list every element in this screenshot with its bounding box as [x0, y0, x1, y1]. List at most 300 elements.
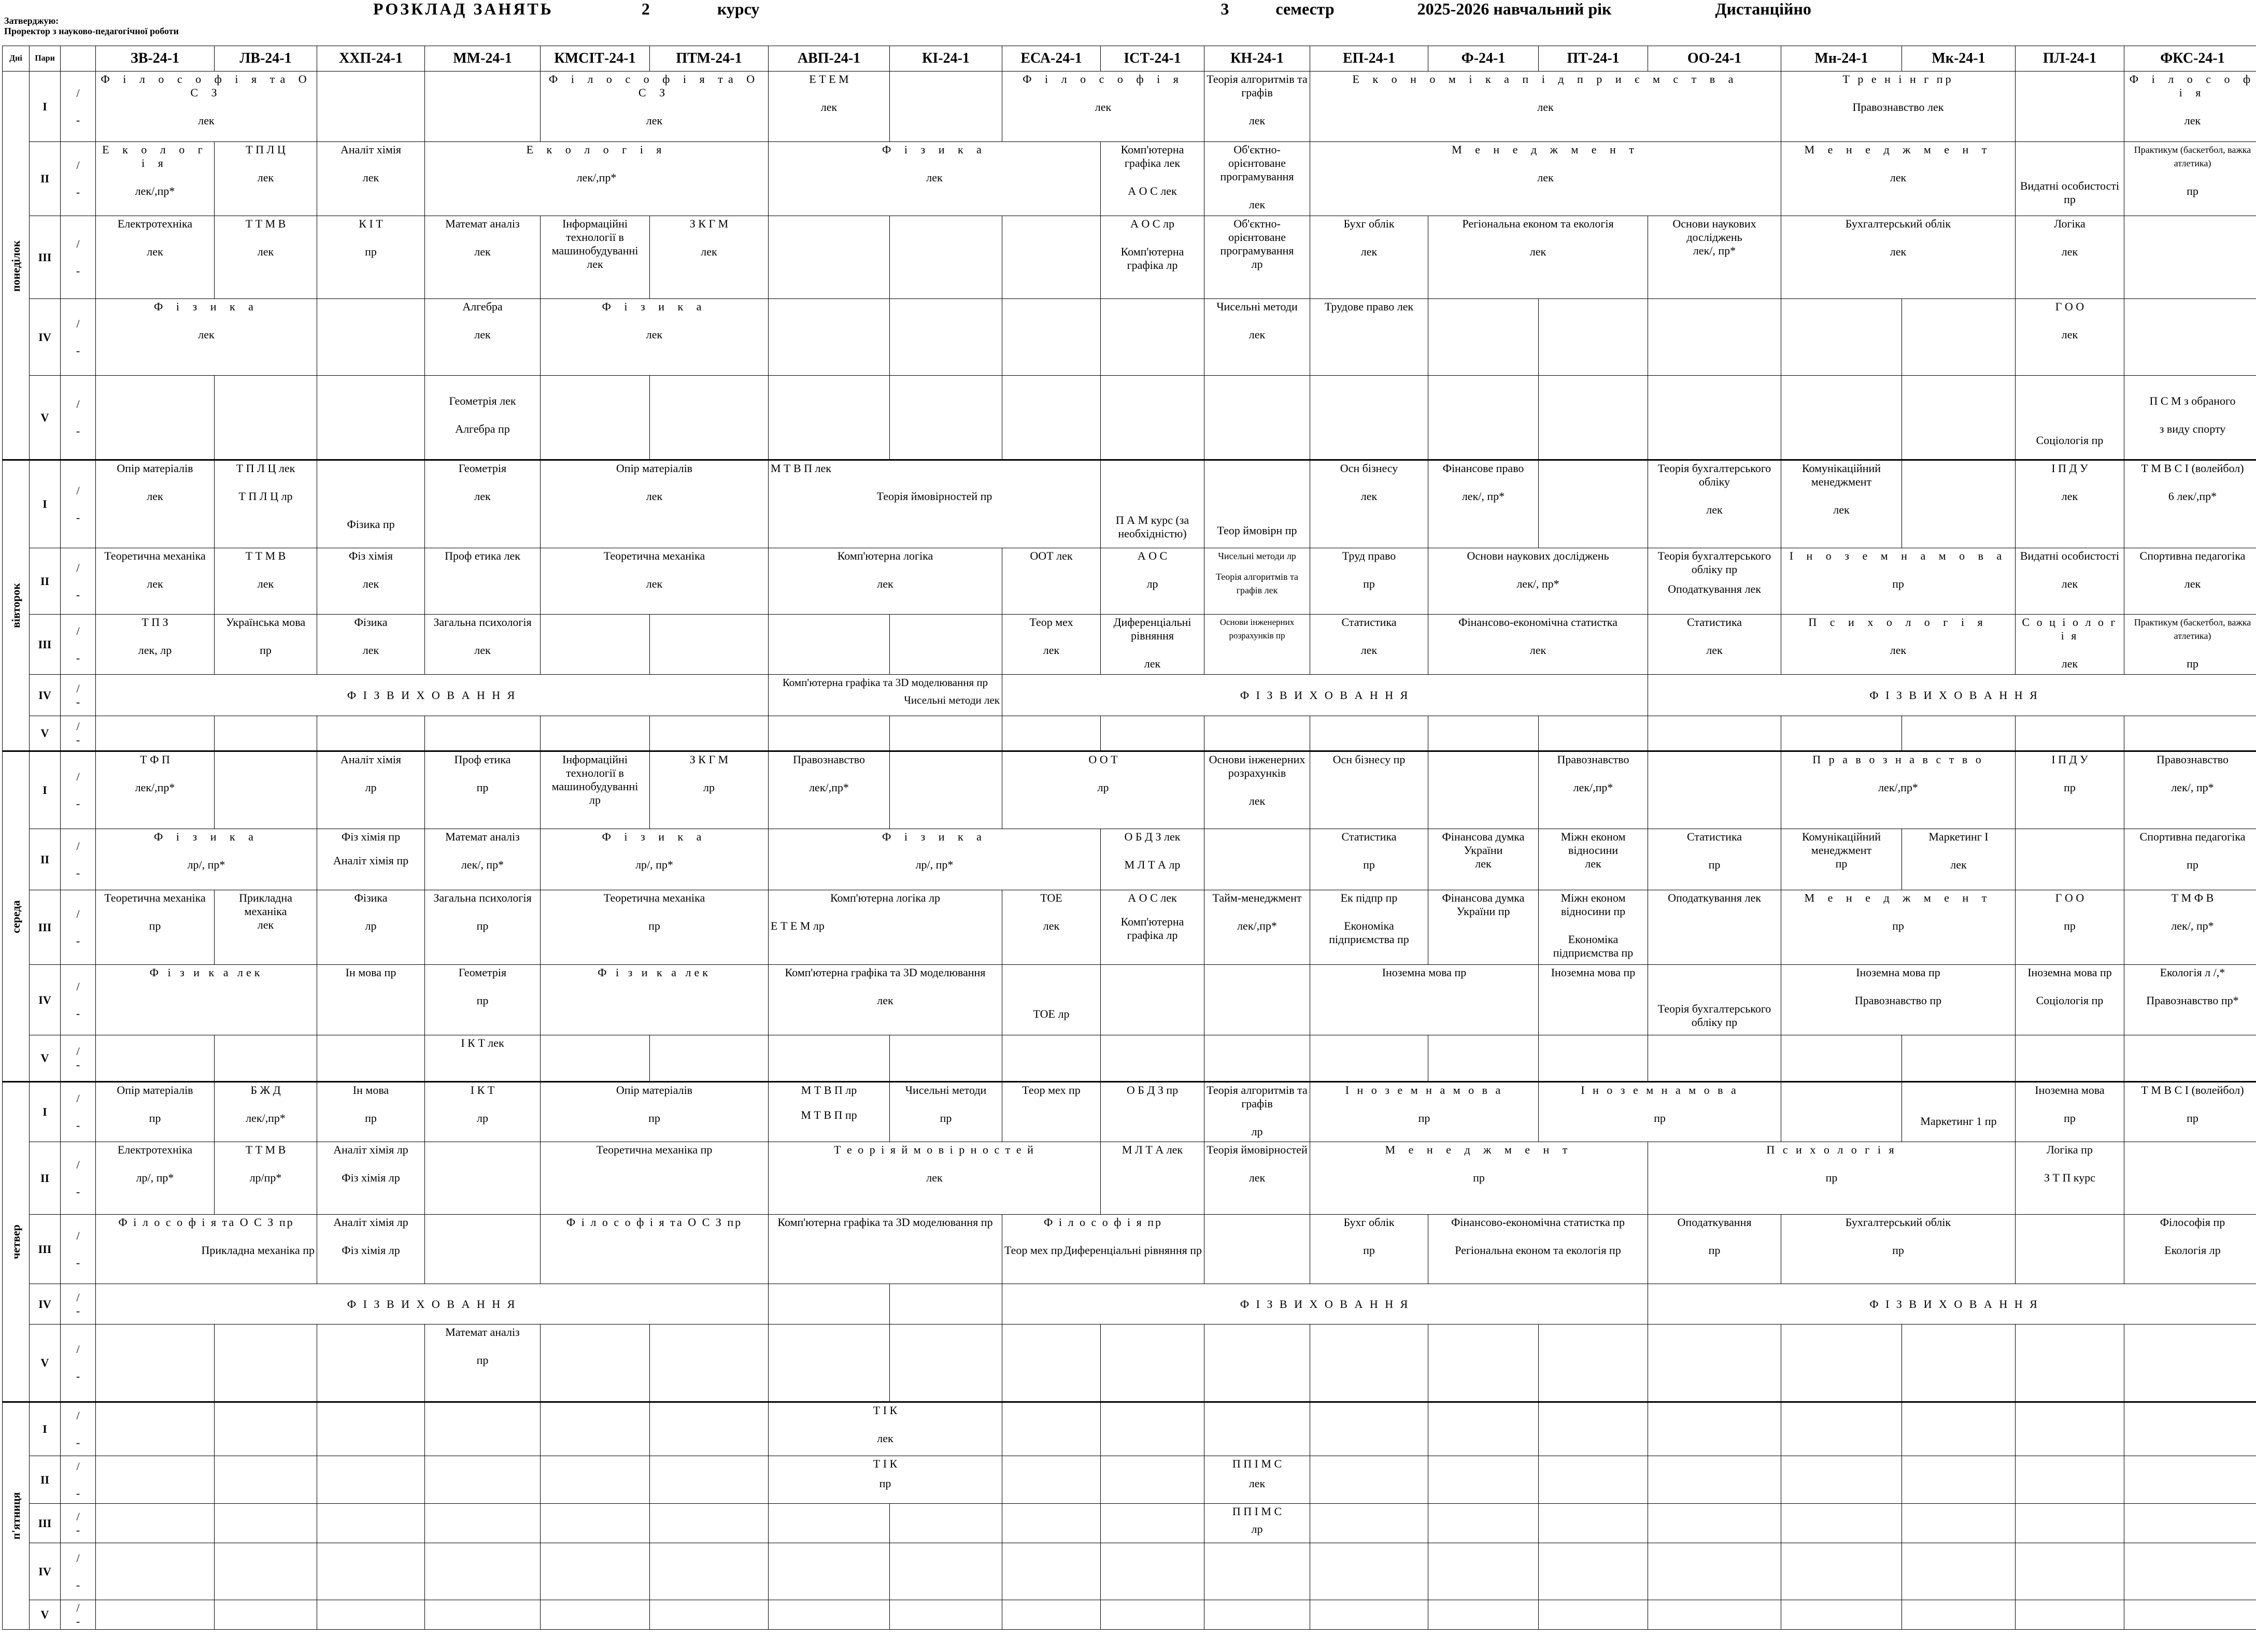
empty-cell	[541, 1504, 650, 1543]
lesson-cell: П А М курс (за необхідністю)	[1101, 460, 1204, 548]
empty-cell	[1902, 716, 2016, 751]
lesson-cell: Геометрія пр	[425, 965, 541, 1035]
empty-cell	[1902, 1600, 2016, 1630]
lesson-cell: Аналіт хімія лр	[317, 751, 425, 829]
empty-cell	[317, 1402, 425, 1456]
lesson-cell: П П І М С лр	[1204, 1504, 1310, 1543]
pair-mark: / -	[61, 1402, 96, 1456]
lesson-cell: Комп'ютерна графіка лек А О С лек	[1101, 142, 1204, 216]
col-group: ЛВ-24-1	[215, 46, 317, 72]
empty-cell	[1428, 1325, 1539, 1402]
lesson-cell: М е н е д ж м е н т лек	[1310, 142, 1781, 216]
empty-cell	[1539, 1402, 1648, 1456]
empty-cell	[317, 1456, 425, 1504]
empty-cell	[1002, 376, 1101, 460]
lesson-cell: Фінансова думка України лек	[1428, 829, 1539, 890]
lesson-cell: Ф і л о с о ф і я пр Теор мех пр Диференціальні рівняння пр	[1002, 1215, 1204, 1284]
lesson-cell: Логіка лек	[2016, 216, 2124, 299]
pair-mark: / -	[61, 299, 96, 376]
col-group: Ф-24-1	[1428, 46, 1539, 72]
empty-cell	[1781, 1082, 1902, 1142]
header-study-mode: Дистанційно	[1715, 0, 1811, 18]
lesson-cell: Інформаційні технології в машинобудуванні лек	[541, 216, 650, 299]
empty-cell	[769, 1035, 890, 1082]
empty-cell	[541, 716, 650, 751]
lesson-cell: Е к о л о г і я лек/,пр*	[96, 142, 215, 216]
empty-cell	[317, 1543, 425, 1600]
empty-cell	[1002, 1325, 1101, 1402]
approval-line-1: Затверджую:	[4, 16, 59, 26]
empty-cell	[769, 1284, 890, 1325]
empty-cell	[1002, 1035, 1101, 1082]
lesson-cell: Фіз хімія пр Аналіт хімія пр	[317, 829, 425, 890]
empty-cell	[1428, 1035, 1539, 1082]
empty-cell	[890, 72, 1002, 142]
pair-mark: / -	[61, 890, 96, 965]
empty-cell	[2016, 1456, 2124, 1504]
lesson-cell: Ф і з и к а лек	[769, 142, 1101, 216]
empty-cell	[650, 1543, 769, 1600]
pair-number: III	[30, 1215, 61, 1284]
empty-cell	[650, 1600, 769, 1630]
lesson-cell: Т П Л Ц лек Т П Л Ц лр	[215, 460, 317, 548]
empty-cell	[1204, 1325, 1310, 1402]
lesson-cell: І н о з е м н а м о в а пр	[1781, 548, 2016, 615]
empty-cell	[425, 716, 541, 751]
lesson-cell: Бухгалтерський облік лек	[1781, 216, 2016, 299]
pair-mark: / -	[61, 1142, 96, 1215]
lesson-cell: П с и х о л о г і я лек	[1781, 615, 2016, 675]
lesson-cell: Електротехніка лр/, пр*	[96, 1142, 215, 1215]
empty-cell	[769, 1325, 890, 1402]
lesson-cell: Диференціальні рівняння лек	[1101, 615, 1204, 675]
empty-cell	[96, 716, 215, 751]
header-semester-number: 3	[1221, 0, 1229, 18]
lesson-cell: Фіз хімія лек	[317, 548, 425, 615]
empty-cell	[1781, 1456, 1902, 1504]
physical-education-banner: Ф І З В И Х О В А Н Н Я	[1002, 675, 1648, 716]
empty-cell	[769, 216, 890, 299]
empty-cell	[769, 1504, 890, 1543]
lesson-cell: Ф і з и к а лр/, пр*	[769, 829, 1101, 890]
pair-number: IV	[30, 965, 61, 1035]
empty-cell	[769, 1600, 890, 1630]
pair-number: V	[30, 1600, 61, 1630]
lesson-cell: М Т В П лек Теорія ймовірностей пр	[769, 460, 1101, 548]
empty-cell	[425, 1142, 541, 1215]
empty-cell	[650, 1402, 769, 1456]
lesson-cell: Т е о р і я й м о в і р н о с т е й лек	[769, 1142, 1101, 1215]
empty-cell	[1310, 716, 1428, 751]
lesson-cell: Т М В С І (волейбол) пр	[2124, 1082, 2256, 1142]
col-group: ПТ-24-1	[1539, 46, 1648, 72]
col-group: ЗВ-24-1	[96, 46, 215, 72]
empty-cell	[317, 299, 425, 376]
table-row	[3, 1325, 2256, 1402]
empty-cell	[2016, 1600, 2124, 1630]
empty-cell	[1310, 376, 1428, 460]
col-pairs: Пари	[30, 46, 61, 72]
empty-cell	[1002, 716, 1101, 751]
lesson-cell: Проф етика пр	[425, 751, 541, 829]
empty-cell	[2124, 1035, 2256, 1082]
empty-cell	[1101, 1456, 1204, 1504]
empty-cell	[1648, 751, 1781, 829]
empty-cell	[1101, 1504, 1204, 1543]
empty-cell	[890, 299, 1002, 376]
pair-number: II	[30, 548, 61, 615]
empty-cell	[2124, 1402, 2256, 1456]
pair-number: I	[30, 1082, 61, 1142]
lesson-cell: Ін мова пр	[317, 1082, 425, 1142]
pair-mark: / -	[61, 615, 96, 675]
pair-number: V	[30, 1035, 61, 1082]
lesson-cell: Теор мех лек	[1002, 615, 1101, 675]
lesson-cell: Опір матеріалів лек	[541, 460, 769, 548]
pair-number: II	[30, 1142, 61, 1215]
lesson-cell: Правознавство лек/,пр*	[769, 751, 890, 829]
empty-cell	[1648, 716, 1781, 751]
lesson-cell: Математ аналіз пр	[425, 1325, 541, 1402]
col-group: АВП-24-1	[769, 46, 890, 72]
lesson-cell: Опір матеріалів пр	[541, 1082, 769, 1142]
empty-cell	[541, 1402, 650, 1456]
lesson-cell: Ф і з и к а лр/, пр*	[96, 829, 317, 890]
empty-cell	[769, 615, 890, 675]
empty-cell	[541, 615, 650, 675]
empty-cell	[890, 615, 1002, 675]
empty-cell	[1539, 1504, 1648, 1543]
empty-cell	[1539, 376, 1648, 460]
lesson-cell: Труд право пр	[1310, 548, 1428, 615]
lesson-cell: І н о з е м н а м о в а пр	[1539, 1082, 1781, 1142]
lesson-cell: Правознавство лек/, пр*	[2124, 751, 2256, 829]
empty-cell	[1204, 376, 1310, 460]
empty-cell	[2016, 829, 2124, 890]
col-group: ОО-24-1	[1648, 46, 1781, 72]
empty-cell	[1428, 299, 1539, 376]
lesson-cell: Практикум (баскетбол, важка атлетика) пр	[2124, 142, 2256, 216]
empty-cell	[1204, 965, 1310, 1035]
lesson-cell: Іноземна мова пр	[2016, 1082, 2124, 1142]
day-label: понеділок	[3, 72, 30, 460]
empty-cell	[1002, 1504, 1101, 1543]
schedule-table	[2, 46, 2256, 1630]
empty-cell	[317, 716, 425, 751]
lesson-cell: Т р е н і н г пр Правознавство лек	[1781, 72, 2016, 142]
lesson-cell: Ф і з и к а лек	[541, 299, 769, 376]
table-row	[3, 829, 2256, 890]
empty-cell	[1428, 716, 1539, 751]
header-academic-year: 2025-2026 навчальний рік	[1417, 0, 1612, 18]
col-slash	[61, 46, 96, 72]
col-group: Мк-24-1	[1902, 46, 2016, 72]
lesson-cell: Ф і л о с о ф і я лек	[1002, 72, 1204, 142]
lesson-cell: Основи інженерних розрахунків лек	[1204, 751, 1310, 829]
pair-mark: / -	[61, 72, 96, 142]
lesson-cell: Філософія пр Екологія лр	[2124, 1215, 2256, 1284]
lesson-cell: Аналіт хімія лр Фіз хімія лр	[317, 1142, 425, 1215]
lesson-cell: Т П Л Ц лек	[215, 142, 317, 216]
pair-number: IV	[30, 675, 61, 716]
lesson-cell: Екологія л /,* Правознавство пр*	[2124, 965, 2256, 1035]
lesson-cell: Оподаткування пр	[1648, 1215, 1781, 1284]
lesson-cell: Ф і л о с о ф і я та О С З лек	[541, 72, 769, 142]
lesson-cell: Т П З лек, лр	[96, 615, 215, 675]
lesson-cell: Теор мех пр	[1002, 1082, 1101, 1142]
empty-cell	[541, 1325, 650, 1402]
empty-cell	[215, 1543, 317, 1600]
col-group: КМСІТ-24-1	[541, 46, 650, 72]
lesson-cell: Теорія алгоритмів та графів лек	[1204, 72, 1310, 142]
empty-cell	[1902, 376, 2016, 460]
col-days: Дні	[3, 46, 30, 72]
pair-mark: / -	[61, 716, 96, 751]
lesson-cell: Загальна психологія пр	[425, 890, 541, 965]
lesson-cell: З К Г М лек	[650, 216, 769, 299]
empty-cell	[1902, 1504, 2016, 1543]
empty-cell	[2124, 1456, 2256, 1504]
pair-number: V	[30, 716, 61, 751]
table-row	[3, 890, 2256, 965]
empty-cell	[2016, 1543, 2124, 1600]
empty-cell	[541, 1543, 650, 1600]
lesson-cell: О Б Д З лек М Л Т А лр	[1101, 829, 1204, 890]
table-row	[3, 72, 2256, 142]
lesson-cell: Осн бізнесу лек	[1310, 460, 1428, 548]
lesson-cell: Іноземна мова пр	[1310, 965, 1539, 1035]
empty-cell	[890, 716, 1002, 751]
empty-cell	[1539, 1035, 1648, 1082]
approval-line-2: Проректор з науково-педагогічної роботи	[4, 26, 179, 36]
lesson-cell: Т М Ф В лек/, пр*	[2124, 890, 2256, 965]
lesson-cell: Опір матеріалів пр	[96, 1082, 215, 1142]
lesson-cell: Міжн економ відносини пр Економіка підприємства пр	[1539, 890, 1648, 965]
empty-cell	[2124, 716, 2256, 751]
lesson-cell: Логіка пр З Т П курс	[2016, 1142, 2124, 1215]
lesson-cell: Теорія бухгалтерського обліку пр Оподаткування лек	[1648, 548, 1781, 615]
empty-cell	[2016, 72, 2124, 142]
empty-cell	[1648, 1504, 1781, 1543]
empty-cell	[1648, 299, 1781, 376]
pair-number: V	[30, 1325, 61, 1402]
empty-cell	[1204, 1543, 1310, 1600]
lesson-cell: Статистика пр	[1648, 829, 1781, 890]
empty-cell	[1781, 1504, 1902, 1543]
lesson-cell: Комп'ютерна логіка лр Е Т Е М лр	[769, 890, 1002, 965]
table-row	[3, 460, 2256, 548]
lesson-cell: Теоретична механіка пр	[541, 890, 769, 965]
lesson-cell: М е н е д ж м е н т пр	[1781, 890, 2016, 965]
empty-cell	[650, 1504, 769, 1543]
pair-mark: / -	[61, 142, 96, 216]
pair-number: II	[30, 829, 61, 890]
empty-cell	[1002, 1543, 1101, 1600]
empty-cell	[425, 1600, 541, 1630]
col-group: ЕСА-24-1	[1002, 46, 1101, 72]
lesson-cell: Фінансова думка України пр	[1428, 890, 1539, 965]
empty-cell	[1002, 1402, 1101, 1456]
lesson-cell: Ф і з и к а лек	[96, 299, 317, 376]
empty-cell	[1539, 299, 1648, 376]
empty-cell	[1101, 1402, 1204, 1456]
lesson-cell: Статистика лек	[1648, 615, 1781, 675]
empty-cell	[1310, 1543, 1428, 1600]
lesson-cell: М Л Т А лек	[1101, 1142, 1204, 1215]
lesson-cell: Трудове право лек	[1310, 299, 1428, 376]
empty-cell	[215, 1325, 317, 1402]
lesson-cell: Ін мова пр	[317, 965, 425, 1035]
lesson-cell: Теорія бухгалтерського обліку лек	[1648, 460, 1781, 548]
lesson-cell: Комп'ютерна графіка та 3D моделювання пр	[769, 1215, 1002, 1284]
lesson-cell: Фізика пр	[317, 460, 425, 548]
lesson-cell: П С М з обраного з виду спорту	[2124, 376, 2256, 460]
lesson-cell: Теорія бухгалтерського обліку пр	[1648, 965, 1781, 1035]
pair-mark: / -	[61, 1600, 96, 1630]
empty-cell	[1428, 376, 1539, 460]
lesson-cell: Бухг облік лек	[1310, 216, 1428, 299]
pair-mark: / -	[61, 675, 96, 716]
empty-cell	[1310, 1325, 1428, 1402]
lesson-cell: Геометрія лек Алгебра пр	[425, 376, 541, 460]
lesson-cell: Статистика лек	[1310, 615, 1428, 675]
lesson-cell: Опір матеріалів лек	[96, 460, 215, 548]
lesson-cell: Математ аналіз лек/, пр*	[425, 829, 541, 890]
lesson-cell: ООТ лек	[1002, 548, 1101, 615]
lesson-cell: А О С лр	[1101, 548, 1204, 615]
lesson-cell: Загальна психологія лек	[425, 615, 541, 675]
empty-cell	[317, 1600, 425, 1630]
pair-mark: / -	[61, 829, 96, 890]
lesson-cell: А О С лр Комп'ютерна графіка лр	[1101, 216, 1204, 299]
empty-cell	[1781, 1325, 1902, 1402]
empty-cell	[1204, 1402, 1310, 1456]
lesson-cell: Спортивна педагогіка пр	[2124, 829, 2256, 890]
physical-education-banner: Ф І З В И Х О В А Н Н Я	[96, 675, 769, 716]
empty-cell	[1902, 1035, 2016, 1082]
col-group: ПТМ-24-1	[650, 46, 769, 72]
lesson-cell: Теоретична механіка лек	[541, 548, 769, 615]
lesson-cell: Міжн економ відносини лек	[1539, 829, 1648, 890]
empty-cell	[96, 1600, 215, 1630]
lesson-cell: Правознавство лек/,пр*	[1539, 751, 1648, 829]
lesson-cell: Б Ж Д лек/,пр*	[215, 1082, 317, 1142]
empty-cell	[317, 1504, 425, 1543]
empty-cell	[650, 1035, 769, 1082]
lesson-cell: Ф і з и к а лек	[96, 965, 317, 1035]
table-row	[3, 1284, 2256, 1325]
lesson-cell: Т І К лек	[769, 1402, 1002, 1456]
lesson-cell: Оподаткування лек	[1648, 890, 1781, 965]
empty-cell	[1539, 460, 1648, 548]
pair-mark: / -	[61, 1543, 96, 1600]
empty-cell	[96, 1456, 215, 1504]
lesson-cell: Комп'ютерна логіка лек	[769, 548, 1002, 615]
lesson-cell: Видатні особистості пр	[2016, 142, 2124, 216]
empty-cell	[1310, 1600, 1428, 1630]
table-row	[3, 142, 2256, 216]
empty-cell	[1781, 1600, 1902, 1630]
empty-cell	[1539, 1325, 1648, 1402]
empty-cell	[1781, 1543, 1902, 1600]
lesson-cell: Видатні особистості лек	[2016, 548, 2124, 615]
table-row	[3, 216, 2256, 299]
empty-cell	[1902, 1543, 2016, 1600]
empty-cell	[1648, 1035, 1781, 1082]
empty-cell	[1002, 299, 1101, 376]
empty-cell	[1101, 965, 1204, 1035]
lesson-cell: Фізика лек	[317, 615, 425, 675]
empty-cell	[215, 376, 317, 460]
empty-cell	[1310, 1504, 1428, 1543]
empty-cell	[1101, 299, 1204, 376]
lesson-cell: Фізика лр	[317, 890, 425, 965]
lesson-cell: Практикум (баскетбол, важка атлетика) пр	[2124, 615, 2256, 675]
empty-cell	[1310, 1456, 1428, 1504]
lesson-cell: Ф і л о с о ф і я лек	[2124, 72, 2256, 142]
col-group: ЕП-24-1	[1310, 46, 1428, 72]
empty-cell	[650, 376, 769, 460]
empty-cell	[317, 1325, 425, 1402]
table-row	[3, 1504, 2256, 1543]
day-label: середа	[3, 751, 30, 1082]
empty-cell	[1204, 1600, 1310, 1630]
empty-cell	[1648, 1600, 1781, 1630]
empty-cell	[215, 1402, 317, 1456]
pair-number: I	[30, 1402, 61, 1456]
empty-cell	[1648, 376, 1781, 460]
table-row	[3, 1543, 2256, 1600]
lesson-cell: Теоретична механіка пр	[541, 1142, 769, 1215]
header-title: РОЗКЛАД ЗАНЯТЬ	[373, 0, 554, 18]
day-label: вівторок	[3, 460, 30, 751]
lesson-cell: З К Г М лр	[650, 751, 769, 829]
empty-cell	[96, 1325, 215, 1402]
empty-cell	[769, 299, 890, 376]
empty-cell	[769, 376, 890, 460]
lesson-cell: І н о з е м н а м о в а пр	[1310, 1082, 1539, 1142]
lesson-cell: Т І К пр	[769, 1456, 1002, 1504]
table-row	[3, 1456, 2256, 1504]
lesson-cell: Е к о н о м і к а п і д п р и є м с т в а лек	[1310, 72, 1781, 142]
table-row	[3, 1082, 2256, 1142]
empty-cell	[96, 1504, 215, 1543]
empty-cell	[890, 1600, 1002, 1630]
pair-mark: / -	[61, 216, 96, 299]
lesson-cell: Українська мова пр	[215, 615, 317, 675]
physical-education-banner: Ф І З В И Х О В А Н Н Я	[1648, 1284, 2256, 1325]
lesson-cell: ТОЕ лр	[1002, 965, 1101, 1035]
pair-number: V	[30, 376, 61, 460]
pair-mark: / -	[61, 548, 96, 615]
col-group: ФКС-24-1	[2124, 46, 2256, 72]
pair-number: I	[30, 72, 61, 142]
lesson-cell: Іноземна мова пр	[1539, 965, 1648, 1035]
pair-mark: / -	[61, 1035, 96, 1082]
col-group: КН-24-1	[1204, 46, 1310, 72]
empty-cell	[1648, 1456, 1781, 1504]
empty-cell	[890, 751, 1002, 829]
empty-cell	[1428, 1456, 1539, 1504]
empty-cell	[425, 1402, 541, 1456]
lesson-cell: Ф і л о с о ф і я та О С З лек	[96, 72, 317, 142]
empty-cell	[1002, 1456, 1101, 1504]
empty-cell	[541, 1456, 650, 1504]
empty-cell	[1781, 716, 1902, 751]
empty-cell	[650, 1456, 769, 1504]
empty-cell	[650, 716, 769, 751]
pair-number: I	[30, 751, 61, 829]
